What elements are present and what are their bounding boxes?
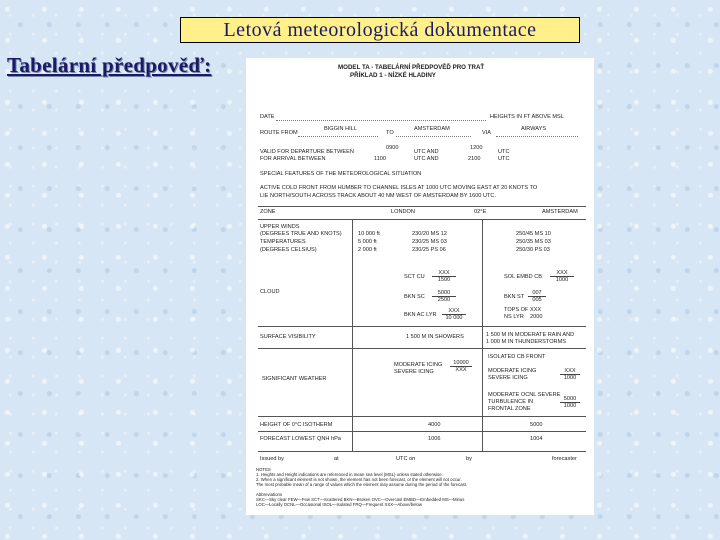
sol-embd-label: SOL EMBD CB (504, 274, 543, 280)
cloud-label: CLOUD (260, 289, 280, 295)
sig-amsterdam-values-2: $\frac{5000}{1000}$ (560, 396, 580, 410)
to-dots (396, 136, 471, 137)
at-label: at (334, 456, 339, 462)
table-line (258, 206, 586, 207)
isotherm-label: HEIGHT OF 0°C ISOTHERM (260, 422, 333, 428)
sol-embd-values: XXX 1000 (550, 270, 574, 284)
sct-cu-label: SCT CU (404, 274, 425, 280)
isotherm-london: 4000 (428, 422, 441, 428)
celsius-label: (DEGREES CELSIUS) (260, 247, 317, 253)
route-to: AMSTERDAM (414, 126, 450, 132)
qnh-london: 1006 (428, 436, 441, 442)
sig-amsterdam-1: ISOLATED CB FRONT (488, 354, 546, 360)
tops-label: TOPS OF (504, 307, 529, 313)
sig-amsterdam-6: FRONTAL ZONE (488, 406, 531, 412)
altitude-2: 5 000 ft (358, 239, 377, 245)
sig-amsterdam-values: XXX 1000 (560, 368, 580, 382)
special-label: SPECIAL FEATURES OF THE METEOROLOGICAL SITUATION (260, 171, 422, 177)
abbreviations-1: SKC—Sky clear FEW—Few SCT—Scattered BKN—Broken OVC—Overcast EMBD—Embedded MS—Minus (256, 496, 465, 502)
route-from: BIGGIN HILL (324, 126, 357, 132)
route-label: ROUTE FROM (260, 130, 298, 136)
ns-value: 2000 (530, 314, 543, 320)
sct-cu-values: XXX 1500 (432, 270, 456, 284)
date-label: DATE (260, 114, 275, 120)
to-label: TO (386, 130, 394, 136)
isotherm-amsterdam: 5000 (530, 422, 543, 428)
tops-value: XXX (530, 307, 542, 313)
forecaster-label: forecaster (552, 456, 577, 462)
abbreviations-label: Abbreviations (256, 491, 283, 497)
valid-label: VALID FOR DEPARTURE BETWEEN (260, 149, 354, 155)
issued-label: Issued by (260, 456, 284, 462)
altitude-3: 2 000 ft (358, 247, 377, 253)
slide-subtitle: Tabelární předpověď: (7, 53, 212, 77)
route-dots (298, 136, 378, 137)
bkn-st-values: $\frac{007}{005}$ (528, 290, 546, 304)
special-text-2: LIE NORTH/SOUTH ACROSS TRACK ABOUT 40 NM WEST OF AMSTERDAM BY 1600 UTC. (260, 193, 497, 199)
sig-amsterdam-3: SEVERE ICING (488, 375, 528, 381)
slide-title: Letová meteorologická dokumentace (180, 17, 580, 43)
degrees-label: (DEGREES TRUE AND KNOTS) (260, 231, 342, 237)
forecast-document (246, 58, 594, 515)
table-line (258, 219, 586, 220)
wind-amsterdam-1: 250/45 MS 10 (516, 231, 551, 237)
bkn-ac-values: XXX 10 000 (442, 308, 466, 322)
arrival-from: 1100 (374, 156, 387, 162)
sig-weather-label: SIGNIFICANT WEATHER (262, 376, 327, 382)
via-label: VIA (482, 130, 492, 136)
zone-02e: 02°E (474, 209, 487, 215)
sig-london-1: MODERATE ICING (394, 362, 443, 368)
bkn-sc-label: BKN SC (404, 294, 425, 300)
wind-amsterdam-2: 250/35 MS 03 (516, 239, 551, 245)
note-3: The most probable mean of a range of values which the element may assume during the period of the forecast. (256, 482, 468, 488)
arrival-utc: UTC (498, 156, 510, 162)
sig-amsterdam-4: MODERATE OCNL SEVERE (488, 392, 561, 398)
valid-utc-and: UTC AND (414, 149, 439, 155)
upper-winds-label: UPPER WINDS (260, 224, 300, 230)
notes-label: NOTES (256, 467, 271, 472)
visibility-london: 1 500 M IN SHOWERS (406, 334, 464, 340)
table-line (258, 416, 586, 417)
ns-label: NS LYR (504, 314, 524, 320)
visibility-amsterdam-2: 1 000 M IN THUNDERSTORMS (486, 339, 566, 345)
notes-block (256, 467, 467, 507)
visibility-label: SURFACE VISIBILITY (260, 334, 316, 340)
wind-london-2: 230/25 MS 03 (412, 239, 447, 245)
abbreviations-2: LOC—Locally OCNL—Occasional ISOL—Isolated FRQ—Frequent XXX—Above/below (256, 501, 422, 507)
arrival-to: 2100 (468, 156, 481, 162)
bkn-ac-label: BKN AC LYR (404, 312, 437, 318)
sig-london-values: 10000 XXX (450, 360, 472, 374)
note-1: 1. Heights and Height indications are referenced in mean sea level (MSL) unless stated otherwise. (256, 472, 443, 478)
zone-london: LONDON (391, 209, 415, 215)
bkn-st-label: BKN ST (504, 294, 525, 300)
date-dots (276, 120, 486, 121)
sig-london-2: SEVERE ICING (394, 369, 434, 375)
qnh-label: FORECAST LOWEST QNH hPa (260, 436, 341, 442)
heights-label: HEIGHTS IN FT ABOVE MSL (490, 114, 564, 120)
wind-london-3: 230/25 PS 06 (412, 247, 446, 253)
via-dots (496, 136, 578, 137)
sig-amsterdam-5: TURBULENCE IN (488, 399, 534, 405)
temperatures-label: TEMPERATURES (260, 239, 306, 245)
note-2: 2. When a significant element is not shown, the element has not been forecast, or the element will not occur. (256, 477, 462, 483)
table-line (258, 348, 586, 349)
doc-heading-1: MODEL TA - TABELÁRNÍ PŘEDPOVĚĎ PRO TRAŤ (338, 64, 485, 71)
by-label: by (466, 456, 472, 462)
table-line (258, 431, 586, 432)
arrival-label: FOR ARRIVAL BETWEEN (260, 156, 326, 162)
zone-label: ZONE (260, 209, 276, 215)
doc-heading-2: PŘÍKLAD 1 - NÍZKÉ HLADINY (350, 72, 436, 79)
special-text-1: ACTIVE COLD FRONT FROM HUMBER TO CHANNEL ISLES AT 1000 UTC MOVING EAST AT 20 KNOTS TO (260, 185, 538, 191)
visibility-amsterdam-1: 1 500 M IN MODERATE RAIN AND (486, 332, 575, 338)
valid-utc: UTC (498, 149, 510, 155)
wind-amsterdam-3: 250/30 PS 03 (516, 247, 550, 253)
valid-to: 1200 (470, 145, 483, 151)
wind-london-1: 230/20 MS 12 (412, 231, 447, 237)
zone-amsterdam: AMSTERDAM (542, 209, 578, 215)
qnh-amsterdam: 1004 (530, 436, 543, 442)
table-line (258, 451, 586, 452)
utc-on-label: UTC on (396, 456, 416, 462)
via-value: AIRWAYS (521, 126, 547, 132)
bkn-sc-values: $\frac{5000}{2500}$ (432, 290, 456, 304)
sig-amsterdam-2: MODERATE ICING (488, 368, 537, 374)
altitude-1: 10 000 ft (358, 231, 380, 237)
arrival-utc-and: UTC AND (414, 156, 439, 162)
valid-from: 0900 (386, 145, 399, 151)
table-line (258, 326, 586, 327)
